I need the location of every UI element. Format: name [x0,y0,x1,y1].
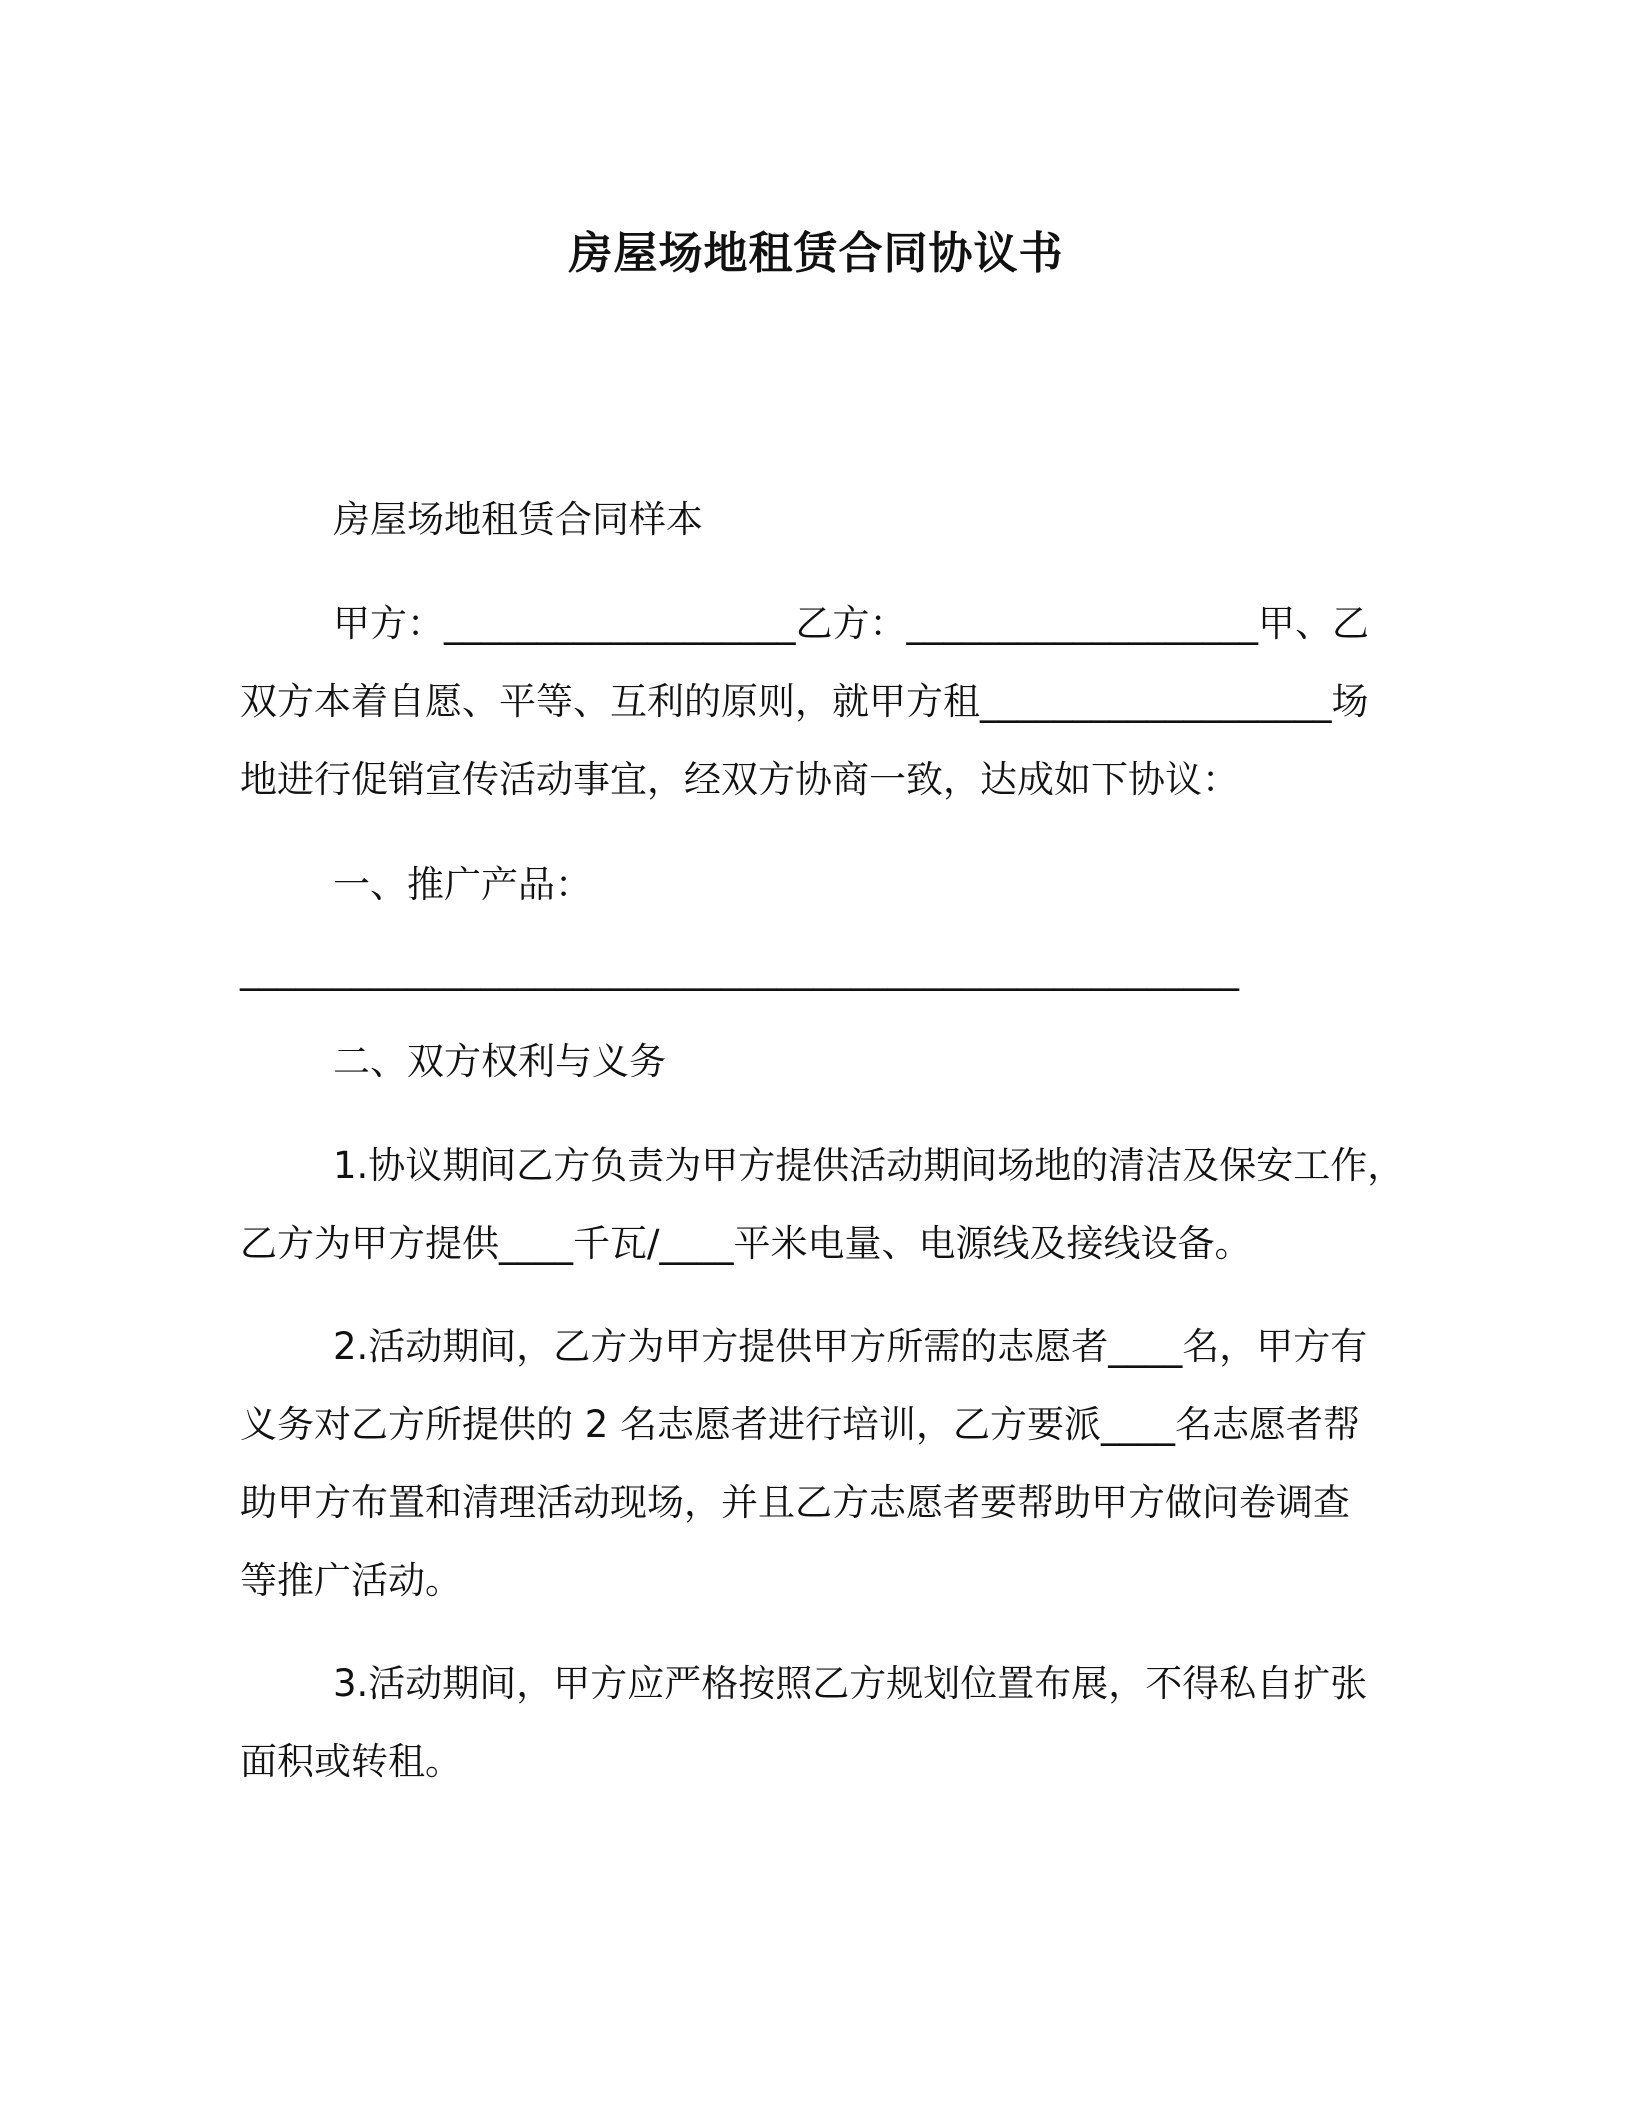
parties-line: 甲方：___________________乙方：___________________甲、乙 [333,602,1369,645]
clause-3-line-1: 3.活动期间，甲方应严格按照乙方规划位置布展，不得私自扩张 [333,1662,1368,1705]
clause-2-line-1: 2.活动期间，乙方为甲方提供甲方所需的志愿者____名，甲方有 [333,1325,1368,1368]
document-subtitle: 房屋场地租赁合同样本 [333,498,703,541]
section-1-heading: 一、推广产品： [333,863,592,906]
intro-line-2: 双方本着自愿、平等、互利的原则，就甲方租___________________场 [240,680,1369,723]
clause-2-line-4: 等推广活动。 [240,1559,462,1602]
section-2-heading: 二、双方权利与义务 [333,1040,666,1083]
section-1-blank: ______________________________________________________ [240,948,1239,991]
clause-2-line-3: 助甲方布置和清理活动现场，并且乙方志愿者要帮助甲方做问卷调查 [240,1481,1350,1524]
clause-1-line-2: 乙方为甲方提供____千瓦/____平米电量、电源线及接线设备。 [240,1222,1252,1265]
document-title: 房屋场地租赁合同协议书 [568,228,1064,279]
clause-1-line-1: 1.协议期间乙方负责为甲方提供活动期间场地的清洁及保安工作， [333,1144,1405,1187]
clause-2-line-2: 义务对乙方所提供的 2 名志愿者进行培训，乙方要派____名志愿者帮 [240,1403,1361,1446]
clause-3-line-2: 面积或转租。 [240,1740,462,1783]
intro-line-3: 地进行促销宣传活动事宜，经双方协商一致，达成如下协议： [240,758,1239,801]
